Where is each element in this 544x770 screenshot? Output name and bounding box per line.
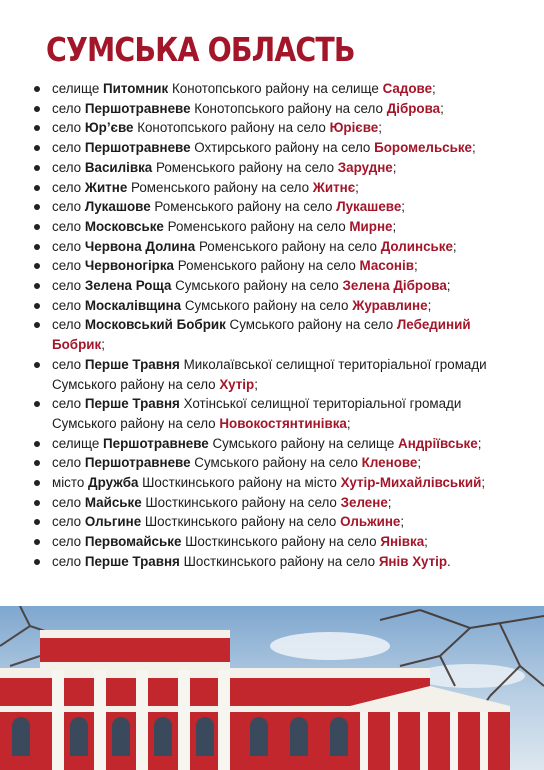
list-item: село Москалівщина Сумського району на село Журавлине; [34, 296, 524, 316]
list-item: село Московський Бобрик Сумського району на село Лебединий Бобрик; [34, 315, 524, 354]
list-item: село Червоногірка Роменського району на село Масонів; [34, 256, 524, 276]
list-item: село Московське Роменського району на село Мирне; [34, 217, 524, 237]
list-item: село Першотравневе Охтирського району на село Боромельське; [34, 138, 524, 158]
list-item: село Перше Травня Хотінської селищної територіальної громади Сумського району на село Новокостянтинівка; [34, 394, 524, 433]
list-item: село Перше Травня Миколаївської селищної територіальної громади Сумського району на село Хутір; [34, 355, 524, 394]
list-item: село Зелена Роща Сумського району на село Зелена Діброва; [34, 276, 524, 296]
rename-list [34, 79, 524, 572]
page-title: СУМСЬКА ОБЛАСТЬ [46, 30, 355, 69]
list-item: селище Першотравневе Сумського району на селище Андріївське; [34, 434, 524, 454]
list-item: село Першотравневе Конотопського району на село Діброва; [34, 99, 524, 119]
list-item: село Червона Долина Роменського району на село Долинське; [34, 237, 524, 257]
list-item: селище Питомник Конотопського району на селище Садове; [34, 79, 524, 99]
list-item: село Василівка Роменського району на село Зарудне; [34, 158, 524, 178]
list-item: село Первомайське Шосткинського району на село Янівка; [34, 532, 524, 552]
list-item: село Майське Шосткинського району на село Зелене; [34, 493, 524, 513]
list-item: село Перше Травня Шосткинського району на село Янів Хутір. [34, 552, 524, 572]
list-item: село Житне Роменського району на село Житнє; [34, 178, 524, 198]
list-item: село Лукашове Роменського району на село Лукашеве; [34, 197, 524, 217]
list-item: село Ольгине Шосткинського району на село Ольжине; [34, 512, 524, 532]
list-item: село Першотравневе Сумського району на село Кленове; [34, 453, 524, 473]
building-photo [0, 606, 544, 770]
list-item: село Юр’єве Конотопського району на село Юрієве; [34, 118, 524, 138]
list-item: місто Дружба Шосткинського району на місто Хутір-Михайлівський; [34, 473, 524, 493]
